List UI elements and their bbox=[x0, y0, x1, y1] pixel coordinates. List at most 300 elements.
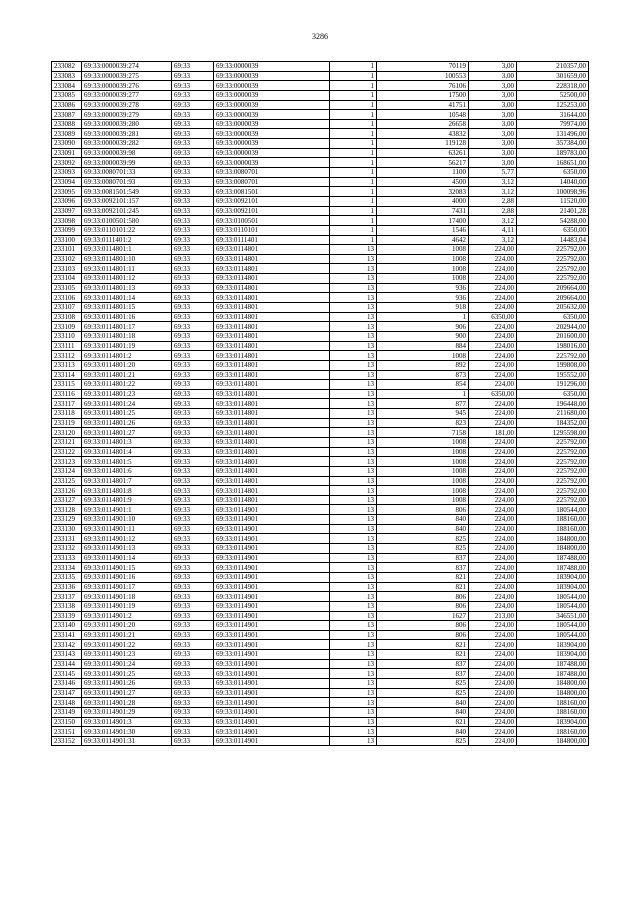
row-number-cell: 233095 bbox=[52, 187, 82, 197]
row-number-cell: 233100 bbox=[52, 235, 82, 245]
area-cell: 1008 bbox=[377, 254, 469, 264]
category-code-cell: 13 bbox=[330, 283, 377, 293]
cadastral-number-cell: 69:33:0114801:16 bbox=[82, 312, 172, 322]
row-number-cell: 233134 bbox=[52, 563, 82, 573]
area-cell: 840 bbox=[377, 698, 469, 708]
cadastral-value-cell: 183904,00 bbox=[517, 650, 589, 660]
category-code-cell: 13 bbox=[330, 428, 377, 438]
cadastral-value-cell: 225792,00 bbox=[517, 466, 589, 476]
cadastral-number-cell: 69:33:0114801:11 bbox=[82, 264, 172, 274]
cadastral-number-cell: 69:33:0114901:19 bbox=[82, 601, 172, 611]
cadastral-quarter-cell: 69:33:0114801 bbox=[214, 274, 330, 284]
cadastral-quarter-cell: 69:33:0080701 bbox=[214, 168, 330, 178]
district-code-cell: 69:33 bbox=[172, 495, 214, 505]
table-row bbox=[52, 100, 589, 110]
cadastral-value-cell: 180544,00 bbox=[517, 505, 589, 515]
cadastral-quarter-cell: 69:33:0114801 bbox=[214, 409, 330, 419]
table-row bbox=[52, 196, 589, 206]
area-cell: 825 bbox=[377, 688, 469, 698]
table-row bbox=[52, 158, 589, 168]
category-code-cell: 13 bbox=[330, 245, 377, 255]
cadastral-quarter-cell: 69:33:0114801 bbox=[214, 293, 330, 303]
area-cell: 936 bbox=[377, 283, 469, 293]
cadastral-value-cell: 6350,00 bbox=[517, 168, 589, 178]
area-cell: 17500 bbox=[377, 90, 469, 100]
cadastral-value-cell: 357384,00 bbox=[517, 139, 589, 149]
row-number-cell: 233136 bbox=[52, 582, 82, 592]
district-code-cell: 69:33 bbox=[172, 582, 214, 592]
area-cell: 821 bbox=[377, 640, 469, 650]
district-code-cell: 69:33 bbox=[172, 563, 214, 573]
district-code-cell: 69:33 bbox=[172, 621, 214, 631]
specific-value-cell: 224,00 bbox=[469, 254, 517, 264]
cadastral-value-cell: 183904,00 bbox=[517, 717, 589, 727]
cadastral-number-cell: 69:33:0114901:25 bbox=[82, 669, 172, 679]
category-code-cell: 13 bbox=[330, 399, 377, 409]
table-row bbox=[52, 245, 589, 255]
category-code-cell: 13 bbox=[330, 669, 377, 679]
cadastral-quarter-cell: 69:33:0000039 bbox=[214, 62, 330, 72]
row-number-cell: 233132 bbox=[52, 544, 82, 554]
specific-value-cell: 224,00 bbox=[469, 341, 517, 351]
cadastral-quarter-cell: 69:33:0114901 bbox=[214, 698, 330, 708]
cadastral-quarter-cell: 69:33:0080701 bbox=[214, 177, 330, 187]
area-cell: 825 bbox=[377, 736, 469, 746]
cadastral-number-cell: 69:33:0114801:6 bbox=[82, 466, 172, 476]
cadastral-number-cell: 69:33:0100501:580 bbox=[82, 216, 172, 226]
cadastral-number-cell: 69:33:0114901:15 bbox=[82, 563, 172, 573]
district-code-cell: 69:33 bbox=[172, 360, 214, 370]
specific-value-cell: 224,00 bbox=[469, 592, 517, 602]
area-cell: 821 bbox=[377, 650, 469, 660]
area-cell: 806 bbox=[377, 601, 469, 611]
cadastral-number-cell: 69:33:0114801:12 bbox=[82, 274, 172, 284]
category-code-cell: 13 bbox=[330, 322, 377, 332]
cadastral-quarter-cell: 69:33:0114801 bbox=[214, 283, 330, 293]
cadastral-value-cell: 188160,00 bbox=[517, 727, 589, 737]
category-code-cell: 13 bbox=[330, 707, 377, 717]
row-number-cell: 233141 bbox=[52, 630, 82, 640]
cadastral-number-cell: 69:33:0114901:18 bbox=[82, 592, 172, 602]
district-code-cell: 69:33 bbox=[172, 592, 214, 602]
table-row bbox=[52, 71, 589, 81]
district-code-cell: 69:33 bbox=[172, 245, 214, 255]
cadastral-number-cell: 69:33:0114901:23 bbox=[82, 650, 172, 660]
district-code-cell: 69:33 bbox=[172, 698, 214, 708]
specific-value-cell: 224,00 bbox=[469, 457, 517, 467]
area-cell: 26658 bbox=[377, 119, 469, 129]
district-code-cell: 69:33 bbox=[172, 717, 214, 727]
cadastral-number-cell: 69:33:0114901:14 bbox=[82, 553, 172, 563]
area-cell: 7158 bbox=[377, 428, 469, 438]
table-row bbox=[52, 399, 589, 409]
table-row bbox=[52, 254, 589, 264]
row-number-cell: 233101 bbox=[52, 245, 82, 255]
cadastral-number-cell: 69:33:0114801:27 bbox=[82, 428, 172, 438]
table-row bbox=[52, 351, 589, 361]
table-row bbox=[52, 630, 589, 640]
cadastral-value-cell: 196448,00 bbox=[517, 399, 589, 409]
cadastral-quarter-cell: 69:33:0114901 bbox=[214, 736, 330, 746]
specific-value-cell: 224,00 bbox=[469, 582, 517, 592]
area-cell: 4000 bbox=[377, 196, 469, 206]
row-number-cell: 233110 bbox=[52, 331, 82, 341]
row-number-cell: 233124 bbox=[52, 466, 82, 476]
table-row bbox=[52, 698, 589, 708]
table-row bbox=[52, 659, 589, 669]
district-code-cell: 69:33 bbox=[172, 206, 214, 216]
cadastral-value-cell: 187488,00 bbox=[517, 669, 589, 679]
district-code-cell: 69:33 bbox=[172, 505, 214, 515]
table-row bbox=[52, 640, 589, 650]
cadastral-value-cell: 184800,00 bbox=[517, 688, 589, 698]
cadastral-number-cell: 69:33:0114901:28 bbox=[82, 698, 172, 708]
cadastral-quarter-cell: 69:33:0114901 bbox=[214, 669, 330, 679]
specific-value-cell: 224,00 bbox=[469, 736, 517, 746]
cadastral-quarter-cell: 69:33:0114901 bbox=[214, 601, 330, 611]
district-code-cell: 69:33 bbox=[172, 216, 214, 226]
cadastral-number-cell: 69:33:0114901:3 bbox=[82, 717, 172, 727]
cadastral-quarter-cell: 69:33:0000039 bbox=[214, 158, 330, 168]
cadastral-number-cell: 69:33:0114801:20 bbox=[82, 360, 172, 370]
table-row bbox=[52, 409, 589, 419]
area-cell: 7431 bbox=[377, 206, 469, 216]
district-code-cell: 69:33 bbox=[172, 331, 214, 341]
specific-value-cell: 6350,00 bbox=[469, 312, 517, 322]
cadastral-value-cell: 225792,00 bbox=[517, 486, 589, 496]
table-row bbox=[52, 736, 589, 746]
table-row bbox=[52, 177, 589, 187]
category-code-cell: 13 bbox=[330, 331, 377, 341]
table-row bbox=[52, 90, 589, 100]
cadastral-quarter-cell: 69:33:0114901 bbox=[214, 717, 330, 727]
cadastral-quarter-cell: 69:33:0000039 bbox=[214, 71, 330, 81]
cadastral-value-cell: 225792,00 bbox=[517, 457, 589, 467]
category-code-cell: 1 bbox=[330, 90, 377, 100]
table-row bbox=[52, 611, 589, 621]
district-code-cell: 69:33 bbox=[172, 274, 214, 284]
cadastral-number-cell: 69:33:0114801:25 bbox=[82, 409, 172, 419]
cadastral-number-cell: 69:33:0000039:282 bbox=[82, 139, 172, 149]
cadastral-quarter-cell: 69:33:0111401 bbox=[214, 235, 330, 245]
cadastral-value-cell: 180544,00 bbox=[517, 630, 589, 640]
cadastral-number-cell: 69:33:0000039:274 bbox=[82, 62, 172, 72]
cadastral-number-cell: 69:33:0114901:17 bbox=[82, 582, 172, 592]
cadastral-number-cell: 69:33:0114901:26 bbox=[82, 679, 172, 689]
area-cell: 821 bbox=[377, 572, 469, 582]
category-code-cell: 13 bbox=[330, 341, 377, 351]
category-code-cell: 13 bbox=[330, 351, 377, 361]
cadastral-number-cell: 69:33:0114901:11 bbox=[82, 524, 172, 534]
table-row bbox=[52, 688, 589, 698]
cadastral-value-cell: 14040,00 bbox=[517, 177, 589, 187]
district-code-cell: 69:33 bbox=[172, 437, 214, 447]
cadastral-value-cell: 199808,00 bbox=[517, 360, 589, 370]
cadastral-quarter-cell: 69:33:0000039 bbox=[214, 139, 330, 149]
cadastral-value-cell: 184800,00 bbox=[517, 534, 589, 544]
cadastral-value-cell: 301659,00 bbox=[517, 71, 589, 81]
cadastral-value-cell: 225792,00 bbox=[517, 476, 589, 486]
specific-value-cell: 224,00 bbox=[469, 409, 517, 419]
specific-value-cell: 224,00 bbox=[469, 727, 517, 737]
cadastral-value-cell: 183904,00 bbox=[517, 582, 589, 592]
area-cell: 821 bbox=[377, 582, 469, 592]
cadastral-number-cell: 69:33:0114901:31 bbox=[82, 736, 172, 746]
cadastral-value-cell: 188160,00 bbox=[517, 698, 589, 708]
district-code-cell: 69:33 bbox=[172, 283, 214, 293]
specific-value-cell: 3,00 bbox=[469, 110, 517, 120]
cadastral-value-cell: 211680,00 bbox=[517, 409, 589, 419]
category-code-cell: 1 bbox=[330, 158, 377, 168]
category-code-cell: 1 bbox=[330, 129, 377, 139]
area-cell: 823 bbox=[377, 418, 469, 428]
district-code-cell: 69:33 bbox=[172, 110, 214, 120]
row-number-cell: 233145 bbox=[52, 669, 82, 679]
row-number-cell: 233152 bbox=[52, 736, 82, 746]
row-number-cell: 233147 bbox=[52, 688, 82, 698]
area-cell: 806 bbox=[377, 630, 469, 640]
category-code-cell: 13 bbox=[330, 486, 377, 496]
district-code-cell: 69:33 bbox=[172, 457, 214, 467]
district-code-cell: 69:33 bbox=[172, 168, 214, 178]
table-row bbox=[52, 148, 589, 158]
category-code-cell: 13 bbox=[330, 457, 377, 467]
specific-value-cell: 224,00 bbox=[469, 669, 517, 679]
row-number-cell: 233108 bbox=[52, 312, 82, 322]
table-row bbox=[52, 119, 589, 129]
cadastral-value-cell: 189783,00 bbox=[517, 148, 589, 158]
district-code-cell: 69:33 bbox=[172, 515, 214, 525]
category-code-cell: 13 bbox=[330, 544, 377, 554]
category-code-cell: 13 bbox=[330, 476, 377, 486]
cadastral-quarter-cell: 69:33:0114901 bbox=[214, 524, 330, 534]
category-code-cell: 13 bbox=[330, 572, 377, 582]
cadastral-value-cell: 225792,00 bbox=[517, 351, 589, 361]
cadastral-quarter-cell: 69:33:0114801 bbox=[214, 418, 330, 428]
area-cell: 41751 bbox=[377, 100, 469, 110]
cadastral-number-cell: 69:33:0114801:21 bbox=[82, 370, 172, 380]
district-code-cell: 69:33 bbox=[172, 476, 214, 486]
district-code-cell: 69:33 bbox=[172, 601, 214, 611]
row-number-cell: 233125 bbox=[52, 476, 82, 486]
cadastral-quarter-cell: 69:33:0114801 bbox=[214, 331, 330, 341]
cadastral-quarter-cell: 69:33:0114801 bbox=[214, 254, 330, 264]
cadastral-number-cell: 69:33:0111401:2 bbox=[82, 235, 172, 245]
row-number-cell: 233121 bbox=[52, 437, 82, 447]
table-row bbox=[52, 544, 589, 554]
cadastral-value-cell: 183904,00 bbox=[517, 572, 589, 582]
cadastral-quarter-cell: 69:33:0114901 bbox=[214, 611, 330, 621]
row-number-cell: 233109 bbox=[52, 322, 82, 332]
area-cell: 1008 bbox=[377, 457, 469, 467]
cadastral-number-cell: 69:33:0000039:98 bbox=[82, 148, 172, 158]
specific-value-cell: 224,00 bbox=[469, 688, 517, 698]
cadastral-quarter-cell: 69:33:0114901 bbox=[214, 640, 330, 650]
cadastral-number-cell: 69:33:0114801:13 bbox=[82, 283, 172, 293]
district-code-cell: 69:33 bbox=[172, 640, 214, 650]
specific-value-cell: 3,00 bbox=[469, 71, 517, 81]
table-row bbox=[52, 129, 589, 139]
table-body bbox=[52, 62, 589, 746]
category-code-cell: 13 bbox=[330, 495, 377, 505]
area-cell: 877 bbox=[377, 399, 469, 409]
cadastral-quarter-cell: 69:33:0114801 bbox=[214, 360, 330, 370]
specific-value-cell: 3,00 bbox=[469, 62, 517, 72]
area-cell: 100553 bbox=[377, 71, 469, 81]
area-cell: 821 bbox=[377, 717, 469, 727]
cadastral-value-cell: 79974,00 bbox=[517, 119, 589, 129]
district-code-cell: 69:33 bbox=[172, 254, 214, 264]
category-code-cell: 13 bbox=[330, 360, 377, 370]
category-code-cell: 13 bbox=[330, 418, 377, 428]
category-code-cell: 13 bbox=[330, 553, 377, 563]
cadastral-quarter-cell: 69:33:0114801 bbox=[214, 312, 330, 322]
cadastral-quarter-cell: 69:33:0114901 bbox=[214, 534, 330, 544]
district-code-cell: 69:33 bbox=[172, 62, 214, 72]
cadastral-quarter-cell: 69:33:0114801 bbox=[214, 264, 330, 274]
specific-value-cell: 224,00 bbox=[469, 707, 517, 717]
cadastral-number-cell: 69:33:0114801:15 bbox=[82, 303, 172, 313]
cadastral-number-cell: 69:33:0114801:1 bbox=[82, 245, 172, 255]
cadastral-quarter-cell: 69:33:0114801 bbox=[214, 457, 330, 467]
page-number: 3286 bbox=[312, 32, 328, 41]
table-row bbox=[52, 457, 589, 467]
category-code-cell: 13 bbox=[330, 717, 377, 727]
category-code-cell: 1 bbox=[330, 148, 377, 158]
cadastral-number-cell: 69:33:0081501:549 bbox=[82, 187, 172, 197]
cadastral-number-cell: 69:33:0114801:9 bbox=[82, 495, 172, 505]
specific-value-cell: 224,00 bbox=[469, 360, 517, 370]
area-cell: 32083 bbox=[377, 187, 469, 197]
cadastral-value-cell: 201600,00 bbox=[517, 331, 589, 341]
cadastral-value-cell: 188160,00 bbox=[517, 515, 589, 525]
cadastral-quarter-cell: 69:33:0114801 bbox=[214, 245, 330, 255]
table-row bbox=[52, 495, 589, 505]
row-number-cell: 233150 bbox=[52, 717, 82, 727]
specific-value-cell: 181,00 bbox=[469, 428, 517, 438]
cadastral-quarter-cell: 69:33:0114901 bbox=[214, 630, 330, 640]
cadastral-quarter-cell: 69:33:0114901 bbox=[214, 707, 330, 717]
category-code-cell: 13 bbox=[330, 505, 377, 515]
cadastral-value-cell: 180544,00 bbox=[517, 621, 589, 631]
table-row bbox=[52, 553, 589, 563]
category-code-cell: 13 bbox=[330, 630, 377, 640]
category-code-cell: 13 bbox=[330, 592, 377, 602]
area-cell: 854 bbox=[377, 380, 469, 390]
cadastral-number-cell: 69:33:0114801:17 bbox=[82, 322, 172, 332]
area-cell: 892 bbox=[377, 360, 469, 370]
area-cell: 918 bbox=[377, 303, 469, 313]
district-code-cell: 69:33 bbox=[172, 659, 214, 669]
area-cell: 10548 bbox=[377, 110, 469, 120]
area-cell: 936 bbox=[377, 293, 469, 303]
table-row bbox=[52, 486, 589, 496]
category-code-cell: 13 bbox=[330, 447, 377, 457]
row-number-cell: 233097 bbox=[52, 206, 82, 216]
row-number-cell: 233113 bbox=[52, 360, 82, 370]
cadastral-value-cell: 31644,00 bbox=[517, 110, 589, 120]
row-number-cell: 233142 bbox=[52, 640, 82, 650]
row-number-cell: 233143 bbox=[52, 650, 82, 660]
cadastral-number-cell: 69:33:0114801:26 bbox=[82, 418, 172, 428]
cadastral-value-cell: 225792,00 bbox=[517, 447, 589, 457]
row-number-cell: 233127 bbox=[52, 495, 82, 505]
area-cell: 1008 bbox=[377, 476, 469, 486]
specific-value-cell: 224,00 bbox=[469, 659, 517, 669]
category-code-cell: 1 bbox=[330, 62, 377, 72]
row-number-cell: 233151 bbox=[52, 727, 82, 737]
table-row bbox=[52, 380, 589, 390]
cadastral-number-cell: 69:33:0114801:8 bbox=[82, 486, 172, 496]
specific-value-cell: 224,00 bbox=[469, 418, 517, 428]
cadastral-value-cell: 187488,00 bbox=[517, 659, 589, 669]
category-code-cell: 13 bbox=[330, 727, 377, 737]
cadastral-number-cell: 69:33:0092101:157 bbox=[82, 196, 172, 206]
table-row bbox=[52, 303, 589, 313]
specific-value-cell: 2,88 bbox=[469, 196, 517, 206]
cadastral-quarter-cell: 69:33:0092101 bbox=[214, 206, 330, 216]
specific-value-cell: 224,00 bbox=[469, 447, 517, 457]
row-number-cell: 233129 bbox=[52, 515, 82, 525]
area-cell: 1008 bbox=[377, 447, 469, 457]
district-code-cell: 69:33 bbox=[172, 486, 214, 496]
category-code-cell: 13 bbox=[330, 254, 377, 264]
specific-value-cell: 3,00 bbox=[469, 90, 517, 100]
district-code-cell: 69:33 bbox=[172, 187, 214, 197]
category-code-cell: 13 bbox=[330, 515, 377, 525]
district-code-cell: 69:33 bbox=[172, 428, 214, 438]
district-code-cell: 69:33 bbox=[172, 466, 214, 476]
specific-value-cell: 224,00 bbox=[469, 698, 517, 708]
cadastral-value-cell: 191296,00 bbox=[517, 380, 589, 390]
specific-value-cell: 2,88 bbox=[469, 206, 517, 216]
table-row bbox=[52, 206, 589, 216]
area-cell: 119128 bbox=[377, 139, 469, 149]
specific-value-cell: 224,00 bbox=[469, 399, 517, 409]
table-row bbox=[52, 717, 589, 727]
cadastral-number-cell: 69:33:0114901:10 bbox=[82, 515, 172, 525]
cadastral-number-cell: 69:33:0114801:23 bbox=[82, 389, 172, 399]
category-code-cell: 1 bbox=[330, 119, 377, 129]
cadastral-quarter-cell: 69:33:0000039 bbox=[214, 81, 330, 91]
category-code-cell: 13 bbox=[330, 274, 377, 284]
cadastral-number-cell: 69:33:0092101:245 bbox=[82, 206, 172, 216]
area-cell: 840 bbox=[377, 515, 469, 525]
cadastral-value-cell: 188160,00 bbox=[517, 707, 589, 717]
row-number-cell: 233146 bbox=[52, 679, 82, 689]
cadastral-value-cell: 6350,00 bbox=[517, 225, 589, 235]
district-code-cell: 69:33 bbox=[172, 293, 214, 303]
row-number-cell: 233149 bbox=[52, 707, 82, 717]
category-code-cell: 13 bbox=[330, 582, 377, 592]
cadastral-value-cell: 225792,00 bbox=[517, 274, 589, 284]
category-code-cell: 13 bbox=[330, 650, 377, 660]
area-cell: 1008 bbox=[377, 245, 469, 255]
specific-value-cell: 3,12 bbox=[469, 187, 517, 197]
specific-value-cell: 224,00 bbox=[469, 679, 517, 689]
cadastral-value-cell: 21401,28 bbox=[517, 206, 589, 216]
category-code-cell: 13 bbox=[330, 640, 377, 650]
district-code-cell: 69:33 bbox=[172, 679, 214, 689]
row-number-cell: 233137 bbox=[52, 592, 82, 602]
district-code-cell: 69:33 bbox=[172, 389, 214, 399]
table-row bbox=[52, 563, 589, 573]
area-cell: 837 bbox=[377, 669, 469, 679]
district-code-cell: 69:33 bbox=[172, 312, 214, 322]
area-cell: 825 bbox=[377, 544, 469, 554]
cadastral-quarter-cell: 69:33:0081501 bbox=[214, 187, 330, 197]
district-code-cell: 69:33 bbox=[172, 303, 214, 313]
